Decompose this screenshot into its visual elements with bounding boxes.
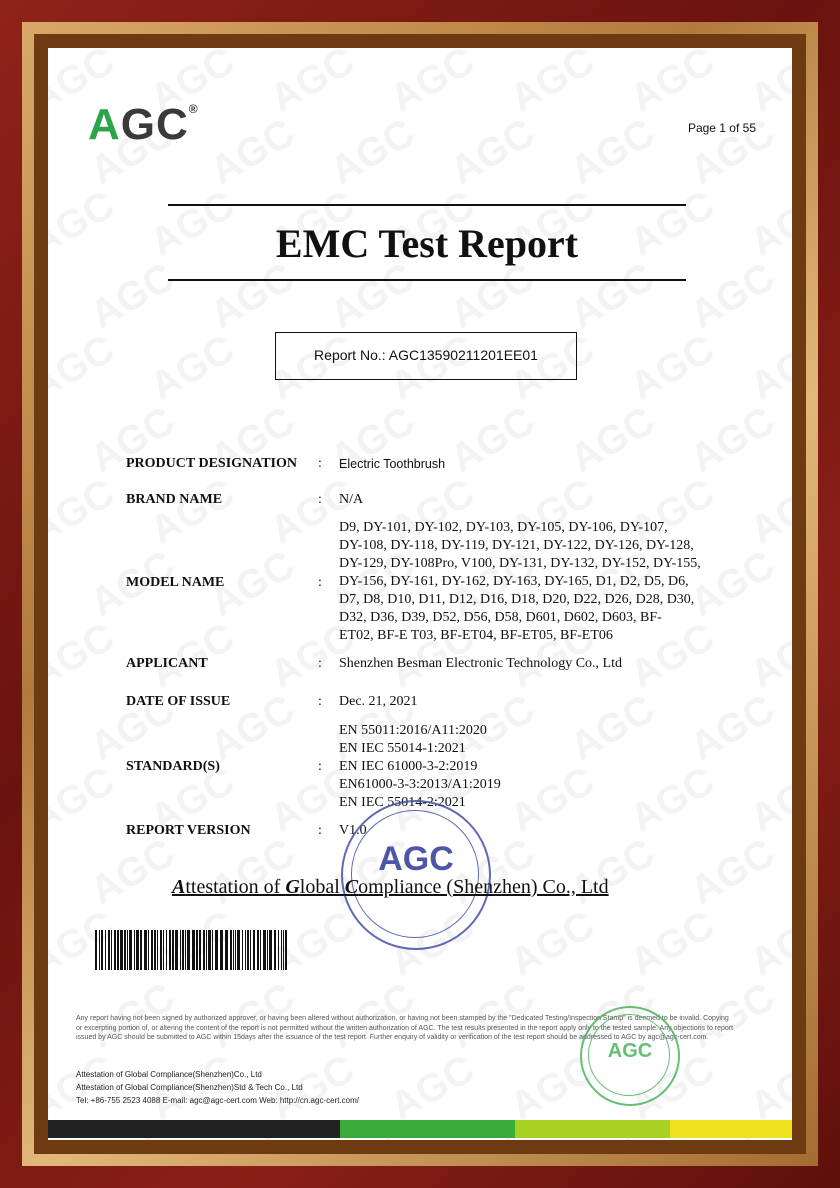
barcode-bar <box>175 930 178 970</box>
model-name-list <box>339 519 701 645</box>
barcode-bar <box>192 930 195 970</box>
barcode-bar <box>215 930 218 970</box>
barcode-bar <box>230 930 232 970</box>
model-line: DY-108, DY-118, DY-119, DY-121, DY-122, DY-126, DY-128, <box>339 538 694 553</box>
report-version-value: V1.0 <box>339 823 367 838</box>
barcode-bar <box>225 930 228 970</box>
watermark-logo <box>443 111 542 194</box>
watermark-logo <box>48 183 122 266</box>
watermark-logo <box>203 255 302 338</box>
barcode-bar <box>144 930 147 970</box>
barcode-bar <box>169 930 171 970</box>
watermark-logo <box>323 255 422 338</box>
watermark-logo <box>203 831 302 914</box>
watermark-logo <box>48 759 122 842</box>
watermark-logo <box>143 471 242 554</box>
barcode-bar <box>260 930 261 970</box>
watermark-logo <box>623 903 722 986</box>
watermark-logo <box>683 831 782 914</box>
model-name-label: MODEL NAME <box>126 575 225 590</box>
watermark-logo <box>503 759 602 842</box>
barcode-bar <box>245 930 246 970</box>
barcode-bar <box>263 930 266 970</box>
product-designation-value: Electric Toothbrush <box>339 457 446 471</box>
barcode-bar <box>278 930 279 970</box>
agc-logo <box>88 100 199 150</box>
initial-a: A <box>172 876 186 898</box>
barcode-bar <box>274 930 276 970</box>
barcode-bar <box>182 930 184 970</box>
watermark-logo <box>563 831 662 914</box>
colon: : <box>318 575 322 590</box>
barcode-bar <box>283 930 284 970</box>
barcode-bar <box>166 930 167 970</box>
barcode-bar <box>127 930 128 970</box>
brand-name-value: N/A <box>339 492 364 507</box>
barcode-bar <box>163 930 164 970</box>
barcode-bar <box>185 930 186 970</box>
watermark-logo <box>743 327 792 410</box>
colon: : <box>318 656 322 671</box>
colon: : <box>318 823 322 838</box>
report-version-label: REPORT VERSION <box>126 823 251 838</box>
barcode-bar <box>148 930 149 970</box>
barcode-bar <box>267 930 268 970</box>
attest-part-1: ttestation of <box>185 876 286 898</box>
model-line: ET02, BF-E T03, BF-ET04, BF-ET05, BF-ET06 <box>339 628 613 643</box>
date-of-issue-label: DATE OF ISSUE <box>126 694 231 709</box>
footer-contact <box>76 1068 359 1107</box>
barcode-bar <box>124 930 126 970</box>
colon: : <box>318 694 322 709</box>
registered-mark: ® <box>188 102 199 116</box>
watermark-logo <box>743 471 792 554</box>
barcode-bar <box>151 930 153 970</box>
standard-line: EN IEC 55014-2:2021 <box>339 795 466 810</box>
logo-letters-gc: GC <box>120 100 189 149</box>
watermark-logo <box>383 1047 482 1130</box>
barcode-bar <box>250 930 251 970</box>
barcode-bar <box>117 930 119 970</box>
color-strip-green <box>340 1120 515 1138</box>
disclaimer-text: Any report having not been signed by authorized approver, or having been altered without authorization, or having not been stamped by the "Dedicated Testing/Inspection Stamp" is deemed to be invalid. Copying or excerpting portion of, or altering the content of the report is not permitted without the written authorization of AGC. The test results presented in the report apply only to the tested sample. Any objections to report issued by AGC should be submitted to AGC within 15days after the issuance of the test report. Further enquiry of validity or verification of the test report should be addressed to AGC by agc@agc-cert.com. <box>76 1015 734 1041</box>
colon: : <box>318 759 322 774</box>
watermark-logo <box>203 111 302 194</box>
barcode-bar <box>105 930 106 970</box>
model-line: D7, D8, D10, D11, D12, D16, D18, D20, D22, D26, D28, D30, <box>339 592 695 607</box>
barcode-bar <box>172 930 174 970</box>
watermark-logo <box>683 255 782 338</box>
standard-line: EN IEC 61000-3-2:2019 <box>339 759 478 774</box>
footer-company-1: Attestation of Global Compliance(Shenzhen)Co., Ltd <box>76 1070 262 1079</box>
attestation-company-name <box>172 876 609 899</box>
standard-line: EN IEC 55014-1:2021 <box>339 741 466 756</box>
certificate-page <box>48 48 792 1140</box>
barcode-bar <box>95 930 97 970</box>
barcode-bar <box>199 930 201 970</box>
barcode-bar <box>247 930 249 970</box>
barcode <box>95 930 291 970</box>
barcode-bar <box>257 930 259 970</box>
watermark-logo <box>48 471 122 554</box>
barcode-bar <box>220 930 223 970</box>
title-rule-bottom <box>168 279 686 281</box>
barcode-bar <box>187 930 190 970</box>
watermark-logo <box>143 327 242 410</box>
inspection-stamp <box>580 1006 680 1106</box>
barcode-bar <box>99 930 100 970</box>
seal-logo-text: AGC <box>378 840 454 878</box>
watermark-logo <box>83 255 182 338</box>
colon: : <box>318 492 322 507</box>
barcode-bar <box>269 930 272 970</box>
model-line: D9, DY-101, DY-102, DY-103, DY-105, DY-106, DY-107, <box>339 520 668 535</box>
watermark-logo <box>743 48 792 122</box>
watermark-logo <box>683 687 782 770</box>
inspection-stamp-text: AGC <box>607 1040 653 1062</box>
watermark-logo <box>48 327 122 410</box>
barcode-bar <box>196 930 198 970</box>
barcode-bar <box>157 930 158 970</box>
watermark-logo <box>443 399 542 482</box>
initial-g: G <box>285 876 300 898</box>
applicant-value: Shenzhen Besman Electronic Technology Co., Ltd <box>339 656 622 671</box>
barcode-bar <box>136 930 139 970</box>
initial-c: C <box>344 876 359 898</box>
barcode-bar <box>208 930 211 970</box>
logo-letter-a: A <box>88 100 121 149</box>
standards-label: STANDARD(S) <box>126 759 220 774</box>
barcode-bar <box>108 930 110 970</box>
barcode-bar <box>242 930 243 970</box>
watermark-logo <box>503 903 602 986</box>
standard-line: EN61000-3-3:2013/A1:2019 <box>339 777 501 792</box>
watermark-logo <box>48 615 122 698</box>
model-line: D32, D36, D39, D52, D56, D58, D601, D602, D603, BF- <box>339 610 662 625</box>
watermark-logo <box>443 255 542 338</box>
watermark-logo <box>83 831 182 914</box>
watermark-logo <box>623 759 722 842</box>
watermark-logo <box>743 183 792 266</box>
watermark-logo <box>743 615 792 698</box>
product-designation-label: PRODUCT DESIGNATION <box>126 456 298 471</box>
color-strip-lime <box>515 1120 670 1138</box>
barcode-bar <box>101 930 103 970</box>
report-number-box: Report No.: AGC13590211201EE01 <box>275 332 577 380</box>
barcode-bar <box>111 930 112 970</box>
watermark-logo <box>743 1047 792 1130</box>
page-number: Page 1 of 55 <box>687 121 756 135</box>
brand-name-label: BRAND NAME <box>126 492 223 507</box>
watermark-logo <box>743 903 792 986</box>
watermark-logo <box>563 399 662 482</box>
watermark-logo <box>563 687 662 770</box>
watermark-logo <box>563 111 662 194</box>
barcode-bar <box>160 930 162 970</box>
barcode-bar <box>206 930 207 970</box>
colon: : <box>318 456 322 471</box>
company-seal <box>341 800 491 950</box>
barcode-bar <box>140 930 142 970</box>
standard-line: EN 55011:2016/A11:2020 <box>339 723 487 738</box>
color-strip-dark <box>48 1120 340 1138</box>
footer-company-2: Attestation of Global Compliance(Shenzhen)Std & Tech Co., Ltd <box>76 1083 303 1092</box>
barcode-bar <box>233 930 234 970</box>
barcode-bar <box>253 930 255 970</box>
document-title: EMC Test Report <box>275 221 579 266</box>
barcode-bar <box>203 930 205 970</box>
attest-part-3: ompliance (Shenzhen) Co., Ltd <box>358 876 609 898</box>
watermark-logo <box>623 327 722 410</box>
barcode-bar <box>134 930 135 970</box>
watermark-logo <box>743 759 792 842</box>
attest-part-2: lobal <box>299 876 345 898</box>
watermark-logo <box>323 111 422 194</box>
date-of-issue-value: Dec. 21, 2021 <box>339 694 418 709</box>
applicant-label: APPLICANT <box>126 656 208 671</box>
barcode-bar <box>114 930 116 970</box>
watermark-logo <box>563 255 662 338</box>
model-line: DY-129, DY-108Pro, V100, DY-131, DY-132, DY-152, DY-155, <box>339 556 701 571</box>
barcode-bar <box>285 930 287 970</box>
standards-list <box>339 722 501 812</box>
barcode-bar <box>120 930 123 970</box>
barcode-bar <box>212 930 213 970</box>
barcode-bar <box>154 930 156 970</box>
title-rule-top <box>168 204 686 206</box>
barcode-bar <box>129 930 132 970</box>
barcode-bar <box>281 930 282 970</box>
watermark-logo <box>683 399 782 482</box>
color-strip-yellow <box>670 1120 792 1138</box>
barcode-bar <box>180 930 181 970</box>
model-line: DY-156, DY-161, DY-162, DY-163, DY-165, D1, D2, D5, D6, <box>339 574 689 589</box>
footer-contact-line: Tel: +86-755 2523 4088 E-mail: agc@agc-cert.com Web: http://cn.agc-cert.com/ <box>76 1096 359 1105</box>
barcode-bar <box>235 930 236 970</box>
barcode-bar <box>237 930 240 970</box>
